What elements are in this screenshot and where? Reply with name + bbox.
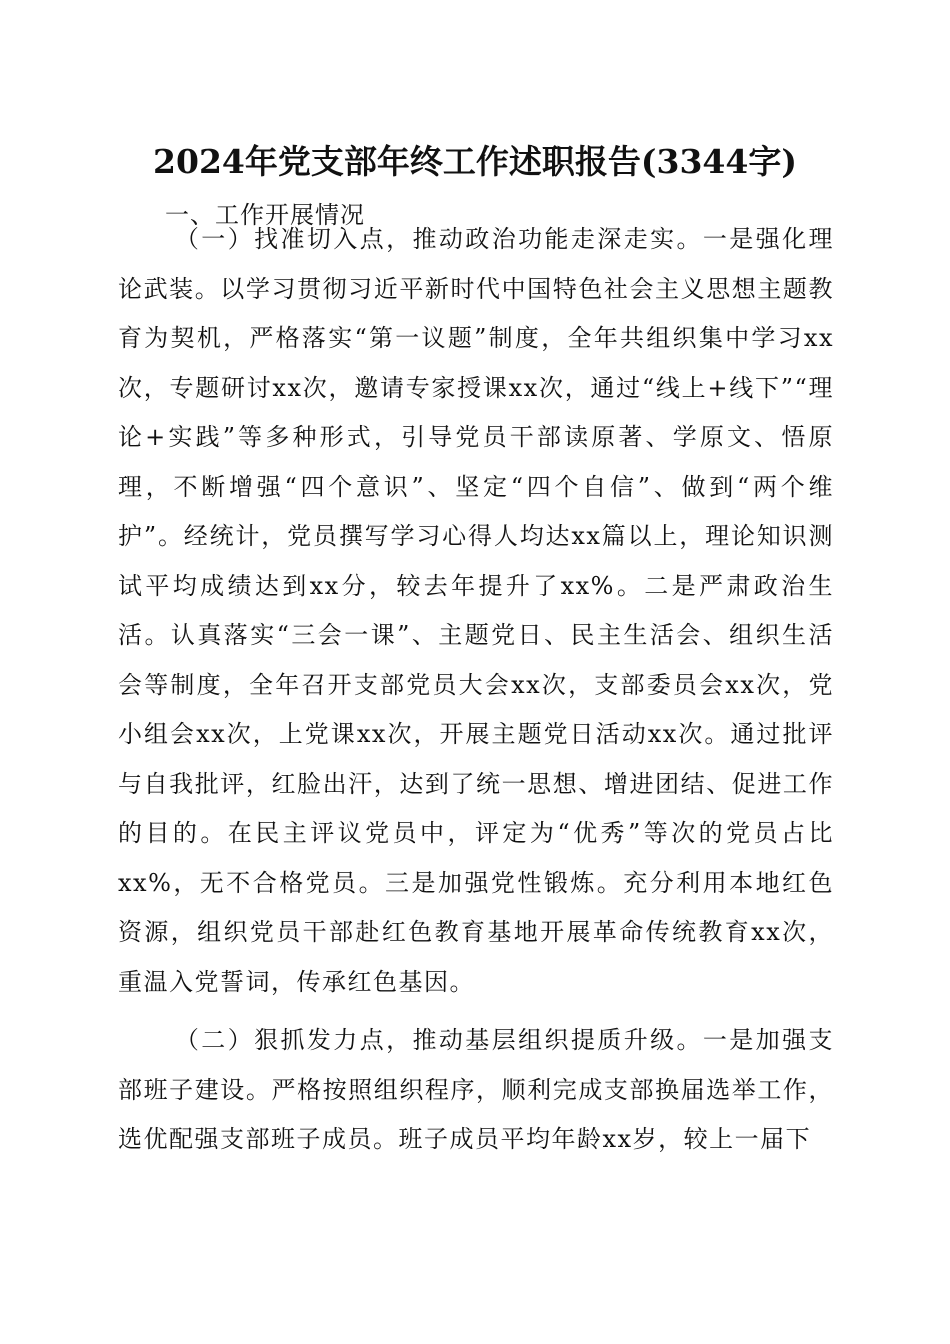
- body-paragraph: [118, 1016, 834, 1165]
- body-paragraph: [118, 215, 834, 1007]
- paragraph-text: （一）找准切入点，推动政治功能走深走实。一是强化理论武装。以学习贯彻习近平新时代中国特色社会主义思想主题教育为契机，严格落实“第一议题”制度，全年共组织集中学习xx次，专题研讨xx次，邀请专家授课xx次，通过“线上+线下”“理论+实践”等多种形式，引导党员干部读原著、学原文、悟原理，不断增强“四个意识”、坚定“四个自信”、做到“两个维护”。经统计，党员撰写学习心得人均达xx篇以上，理论知识测试平均成绩达到xx分，较去年提升了xx%。二是严肃政治生活。认真落实“三会一课”、主题党日、民主生活会、组织生活会等制度，全年召开支部党员大会xx次，支部委员会xx次，党小组会xx次，上党课xx次，开展主题党日活动xx次。通过批评与自我批评，红脸出汗，达到了统一思想、增进团结、促进工作的目的。在民主评议党员中，评定为“优秀”等次的党员占比xx%，无不合格党员。三是加强党性锻炼。充分利用本地红色资源，组织党员干部赴红色教育基地开展革命传统教育xx次，重温入党誓词，传承红色基因。: [118, 225, 834, 996]
- paragraph-text: （二）狠抓发力点，推动基层组织提质升级。一是加强支部班子建设。严格按照组织程序，顺利完成支部换届选举工作，选优配强支部班子成员。班子成员平均年龄xx岁，较上一届下: [118, 1026, 834, 1153]
- section-heading: 一、工作开展情况: [165, 201, 365, 229]
- document-title: 2024年党支部年终工作述职报告(3344字): [153, 142, 797, 181]
